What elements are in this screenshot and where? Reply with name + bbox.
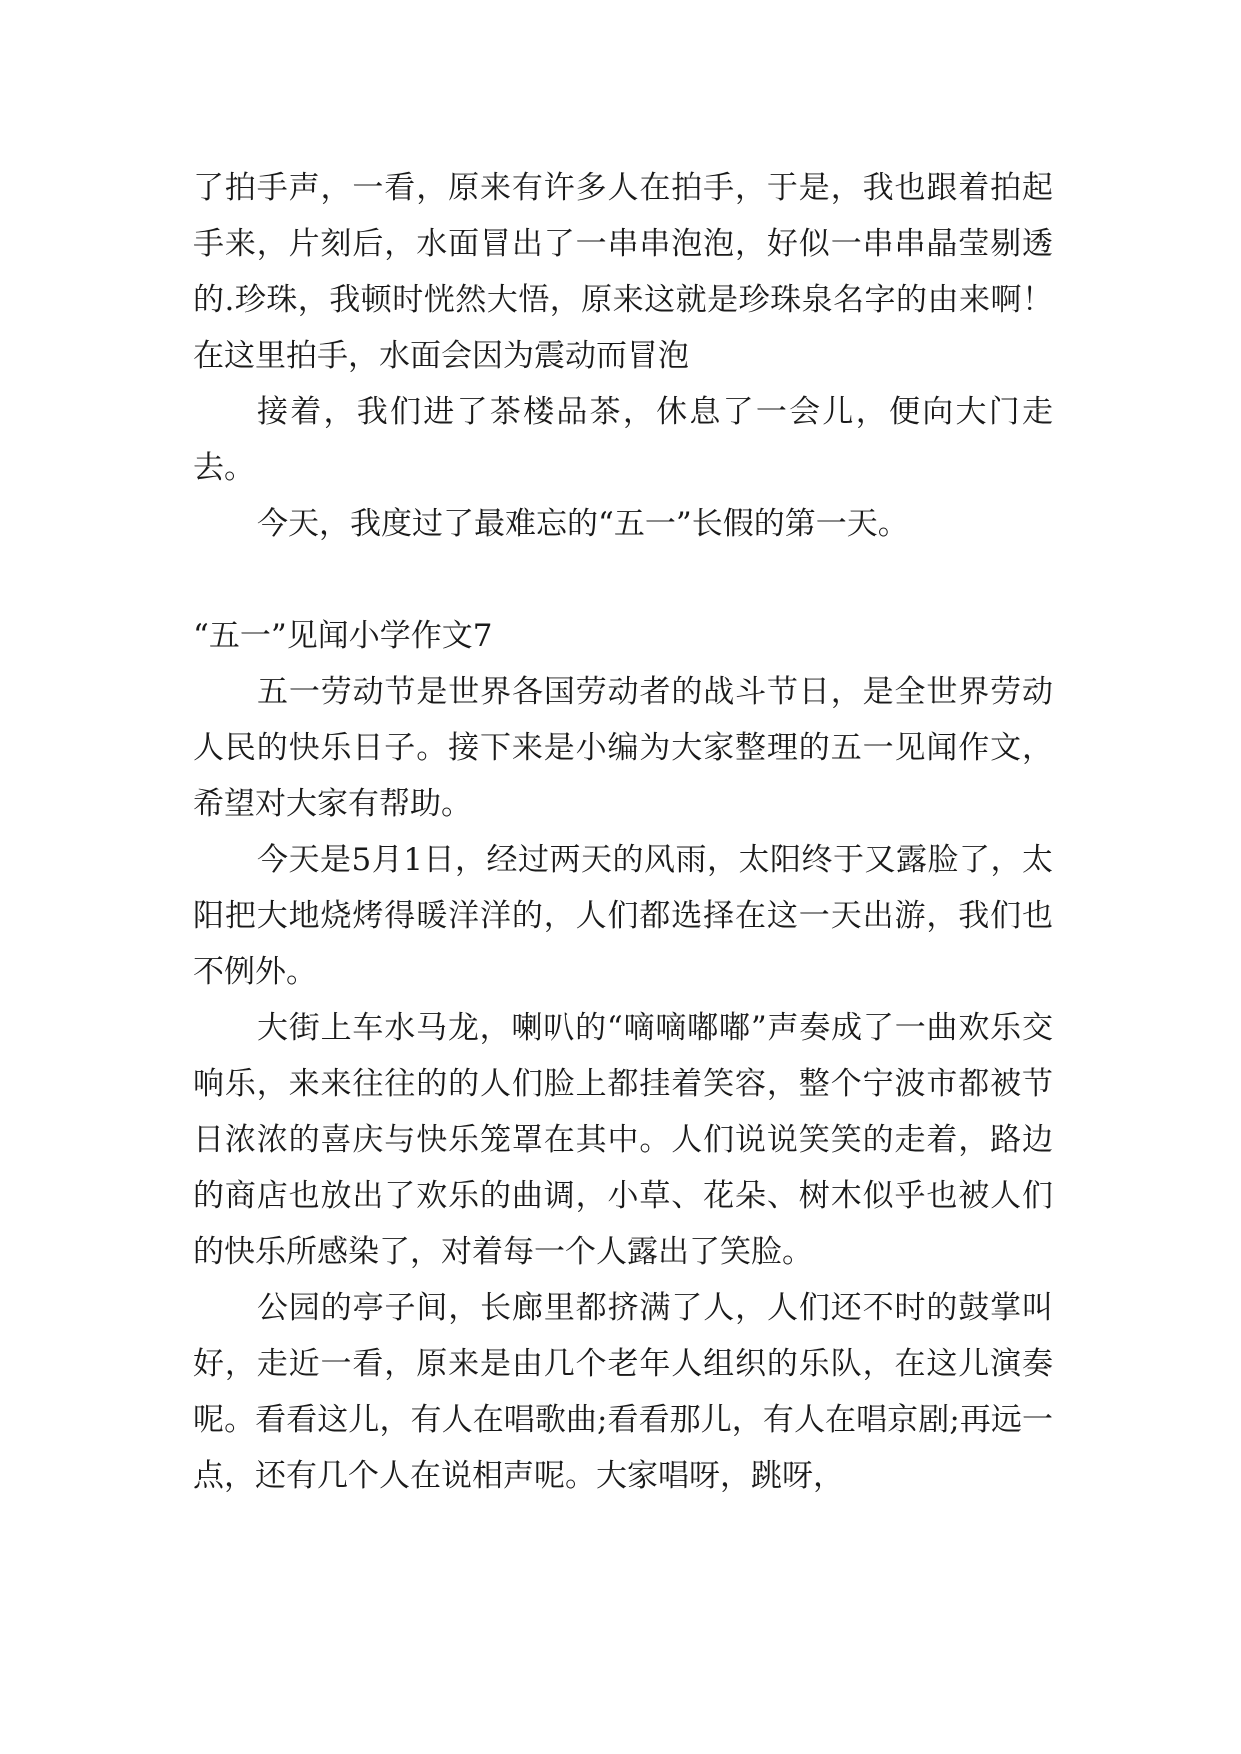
paragraph-intro: 五一劳动节是世界各国劳动者的战斗节日，是全世界劳动人民的快乐日子。接下来是小编为大家整理的五一见闻作文，希望对大家有帮助。	[193, 674, 1053, 822]
document-body	[193, 160, 1053, 1504]
continuation-paragraph: 了拍手声，一看，原来有许多人在拍手，于是，我也跟着拍起手来，片刻后，水面冒出了一串串泡泡，好似一串串晶莹剔透的.珍珠，我顿时恍然大悟，原来这就是珍珠泉名字的由来啊！在这里拍手，水面会因为震动而冒泡	[193, 170, 1053, 374]
paragraph-may-first: 今天是5月1日，经过两天的风雨，太阳终于又露脸了，太阳把大地烧烤得暖洋洋的，人们都选择在这一天出游，我们也不例外。	[193, 842, 1053, 990]
paragraph-park: 公园的亭子间，长廊里都挤满了人，人们还不时的鼓掌叫好，走近一看，原来是由几个老年人组织的乐队，在这儿演奏呢。看看这儿，有人在唱歌曲;看看那儿，有人在唱京剧;再远一点，还有几个人在说相声呢。大家唱呀，跳呀，	[193, 1290, 1053, 1494]
paragraph-first-day: 今天，我度过了最难忘的“五一”长假的第一天。	[257, 506, 909, 542]
section-title: “五一”见闻小学作文7	[193, 618, 493, 654]
paragraph-street: 大街上车水马龙，喇叭的“嘀嘀嘟嘟”声奏成了一曲欢乐交响乐，来来往往的的人们脸上都挂着笑容，整个宁波市都被节日浓浓的喜庆与快乐笼罩在其中。人们说说笑笑的走着，路边的商店也放出了欢乐的曲调，小草、花朵、树木似乎也被人们的快乐所感染了，对着每一个人露出了笑脸。	[193, 1010, 1053, 1270]
paragraph-tea-house: 接着，我们进了茶楼品茶，休息了一会儿，便向大门走去。	[193, 394, 1053, 486]
